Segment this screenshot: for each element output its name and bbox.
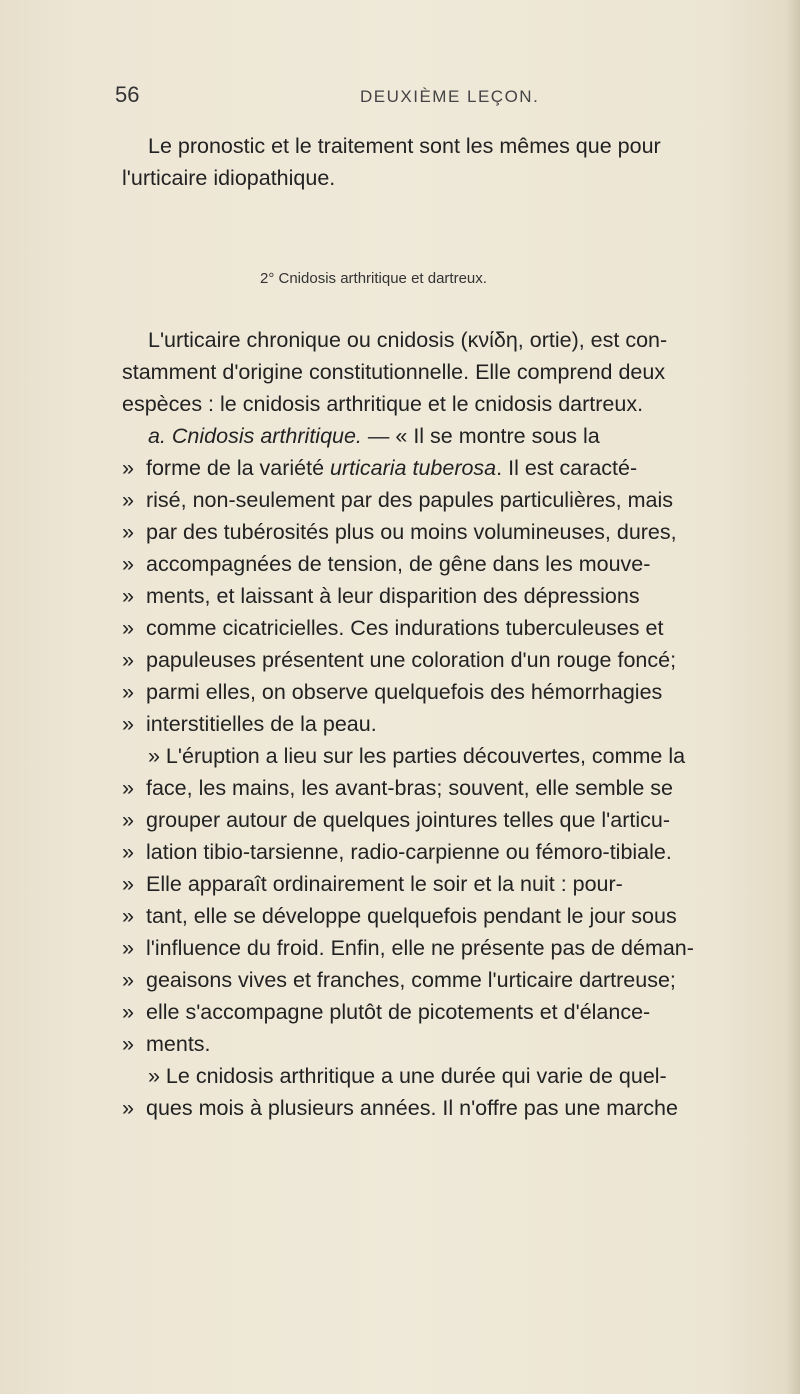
quote-line: » l'influence du froid. Enfin, elle ne présente pas de déman- [122, 936, 694, 960]
quote-mark: » [122, 488, 134, 512]
running-head: DEUXIÈME LEÇON. [360, 87, 540, 106]
section-title: 2° Cnidosis arthritique et dartreux. [260, 270, 487, 287]
paragraph-line: l'urticaire idiopathique. [122, 166, 336, 190]
quote-mark: » [122, 776, 134, 800]
quote-line: » L'éruption a lieu sur les parties découvertes, comme la [148, 744, 686, 768]
quote-mark: » [122, 520, 134, 544]
quote-mark: » [122, 1000, 134, 1024]
page-edge-shadow [786, 0, 800, 1394]
quote-mark: » [122, 712, 134, 736]
quote-line: » grouper autour de quelques jointures telles que l'articu- [122, 808, 671, 832]
quote-mark: » [122, 808, 134, 832]
quote-line: » Elle apparaît ordinairement le soir et la nuit : pour- [122, 872, 623, 896]
subsection-label: a. Cnidosis arthritique. [148, 424, 362, 448]
quote-mark: » [122, 680, 134, 704]
quote-mark: » [122, 904, 134, 928]
quote-mark: » [122, 936, 134, 960]
paragraph-line: espèces : le cnidosis arthritique et le cnidosis dartreux. [122, 392, 644, 416]
subsection-line [148, 422, 600, 450]
quote-mark: » [122, 584, 134, 608]
quote-line: » comme cicatricielles. Ces indurations tuberculeuses et [122, 616, 664, 640]
quote-mark: » [122, 1096, 134, 1120]
paragraph-line: stamment d'origine constitutionnelle. Elle comprend deux [122, 360, 666, 384]
subsection-dash: — [367, 424, 390, 448]
quote-open: « Il se montre sous la [395, 424, 600, 448]
quote-line: » tant, elle se développe quelquefois pendant le jour sous [122, 904, 677, 928]
quote-line: » risé, non-seulement par des papules particulières, mais [122, 488, 674, 512]
quote-line: » forme de la variété urticaria tuberosa. Il est caracté- [122, 456, 638, 480]
paragraph-line: L'urticaire chronique ou cnidosis (κνίδη, ortie), est con- [148, 328, 668, 352]
page-number: 56 [115, 82, 140, 107]
quote-line: » geaisons vives et franches, comme l'urticaire dartreuse; [122, 968, 676, 992]
quote-line: » papuleuses présentent une coloration d'un rouge foncé; [122, 648, 677, 672]
quote-line: » interstitielles de la peau. [122, 712, 377, 736]
paragraph-line: Le pronostic et le traitement sont les mêmes que pour [148, 134, 661, 158]
quote-line: » face, les mains, les avant-bras; souvent, elle semble se [122, 776, 674, 800]
quote-mark: » [122, 648, 134, 672]
quote-line: » ques mois à plusieurs années. Il n'offre pas une marche [122, 1096, 678, 1120]
quote-mark: » [122, 840, 134, 864]
quote-line: » elle s'accompagne plutôt de picotements et d'élance- [122, 1000, 651, 1024]
quote-mark: » [122, 552, 134, 576]
quote-mark: » [122, 872, 134, 896]
quote-line: » accompagnées de tension, de gêne dans les mouve- [122, 552, 651, 576]
quote-mark: » [122, 616, 134, 640]
quote-line: » lation tibio-tarsienne, radio-carpienne ou fémoro-tibiale. [122, 840, 672, 864]
quote-mark: » [122, 1032, 134, 1056]
quote-line: » ments. [122, 1032, 211, 1056]
quote-line: » ments, et laissant à leur disparition des dépressions [122, 584, 640, 608]
quote-line: » parmi elles, on observe quelquefois des hémorrhagies [122, 680, 663, 704]
quote-line: » par des tubérosités plus ou moins volumineuses, dures, [122, 520, 677, 544]
page-header [115, 82, 755, 112]
quote-mark: » [122, 456, 134, 480]
quote-mark: » [122, 968, 134, 992]
quote-line: » Le cnidosis arthritique a une durée qui varie de quel- [148, 1064, 667, 1088]
variety-name: urticaria tuberosa [330, 456, 497, 480]
